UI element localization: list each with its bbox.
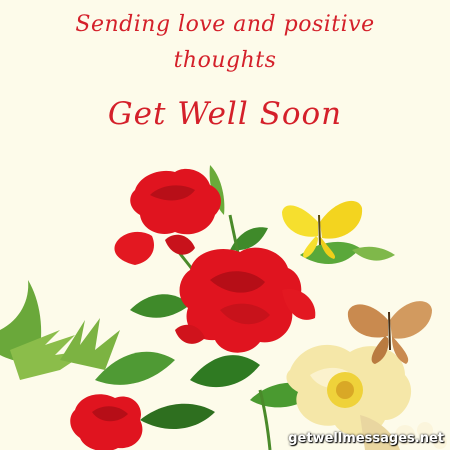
carnation-bottom-left [70,394,142,450]
card-title: Get Well Soon [107,96,343,132]
fern-leaves-left [0,280,120,380]
greeting-line-2: thoughts [173,48,277,73]
watermark: getwellmessages.net [288,431,444,446]
carnation-top [114,169,221,265]
greeting-line-1: Sending love and positive [75,12,375,37]
carnation-center [175,248,315,353]
